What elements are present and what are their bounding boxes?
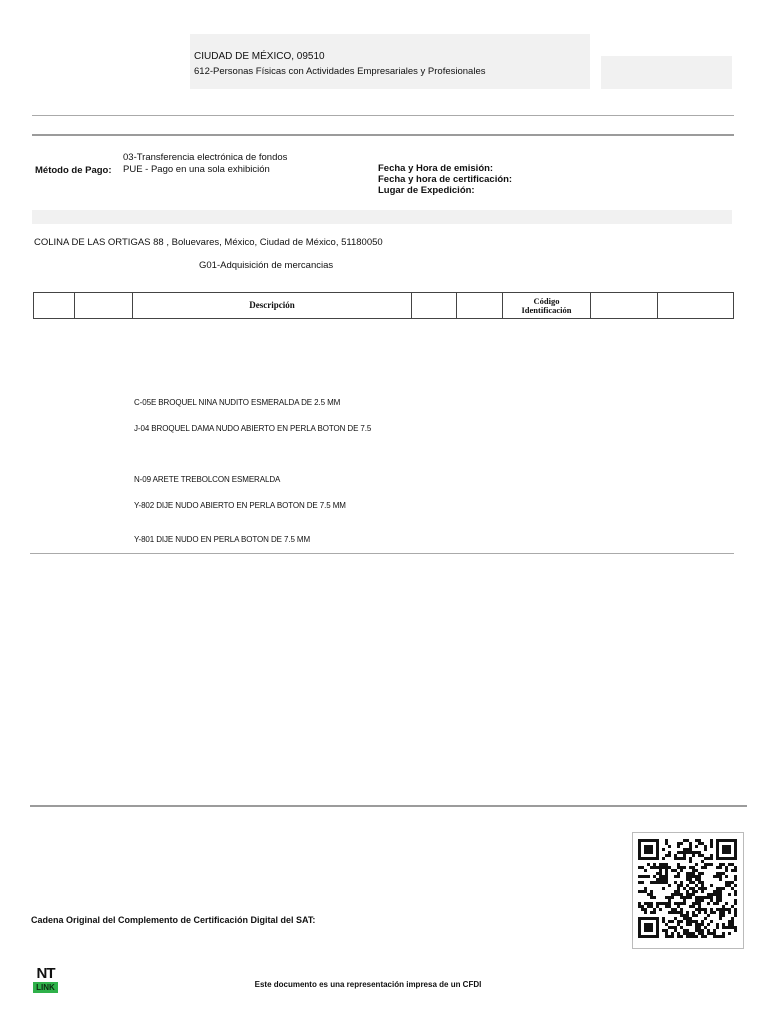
certification-date-label: Fecha y hora de certificación:	[378, 174, 513, 185]
qr-code-graphic	[633, 833, 743, 948]
column-header	[75, 293, 133, 319]
column-header	[591, 293, 658, 319]
receiver-band	[32, 210, 732, 224]
issuer-tax-regime: 612-Personas Físicas con Actividades Empresariales y Profesionales	[194, 66, 486, 77]
codigo-line: Código	[533, 295, 560, 306]
items-divider	[30, 553, 734, 554]
payment-form-value: 03-Transferencia electrónica de fondos	[123, 152, 288, 163]
divider-thick	[32, 134, 734, 136]
uso-cfdi: G01-Adquisición de mercancias	[199, 260, 334, 271]
list-item: J-04 BROQUEL DAMA NUDO ABIERTO EN PERLA BOTON DE 7.5	[134, 424, 372, 433]
divider	[32, 115, 734, 116]
list-item: Y-801 DIJE NUDO EN PERLA BOTON DE 7.5 MM	[134, 535, 311, 544]
list-item: C-05E BROQUEL NINA NUDITO ESMERALDA DE 2.5 MM	[134, 398, 341, 407]
payment-method-value: PUE - Pago en una sola exhibición	[123, 164, 270, 175]
logo-text-bottom: LINK	[33, 982, 58, 993]
identificacion-line: Identificación	[521, 304, 572, 315]
issuer-city: CIUDAD DE MÉXICO, 09510	[194, 51, 325, 62]
emission-date-label: Fecha y Hora de emisión:	[378, 163, 494, 174]
footer-divider	[30, 805, 747, 807]
expedition-place-label: Lugar de Expedición:	[378, 185, 475, 196]
list-item: N-09 ARETE TREBOLCON ESMERALDA	[134, 475, 281, 484]
emission-block	[378, 163, 512, 196]
column-header-codigo	[503, 293, 591, 319]
logo-text-top: NT	[36, 965, 55, 982]
cadena-original-label: Cadena Original del Complemento de Certificación Digital del SAT:	[31, 915, 316, 925]
payment-method-label: Método de Pago:	[35, 165, 112, 176]
qr-code-icon	[632, 832, 744, 949]
column-header	[457, 293, 503, 319]
column-header-descripcion: Descripción	[133, 293, 412, 319]
cfdi-footnote: Este documento es una representación impresa de un CFDI	[254, 980, 482, 989]
header-side-box	[601, 56, 732, 89]
list-item: Y-802 DIJE NUDO ABIERTO EN PERLA BOTON DE 7.5 MM	[134, 501, 346, 510]
receiver-address: COLINA DE LAS ORTIGAS 88 , Boluevares, México, Ciudad de México, 51180050	[34, 237, 383, 248]
items-table-header	[33, 292, 734, 319]
column-header	[412, 293, 457, 319]
column-header	[34, 293, 75, 319]
column-header	[658, 293, 734, 319]
